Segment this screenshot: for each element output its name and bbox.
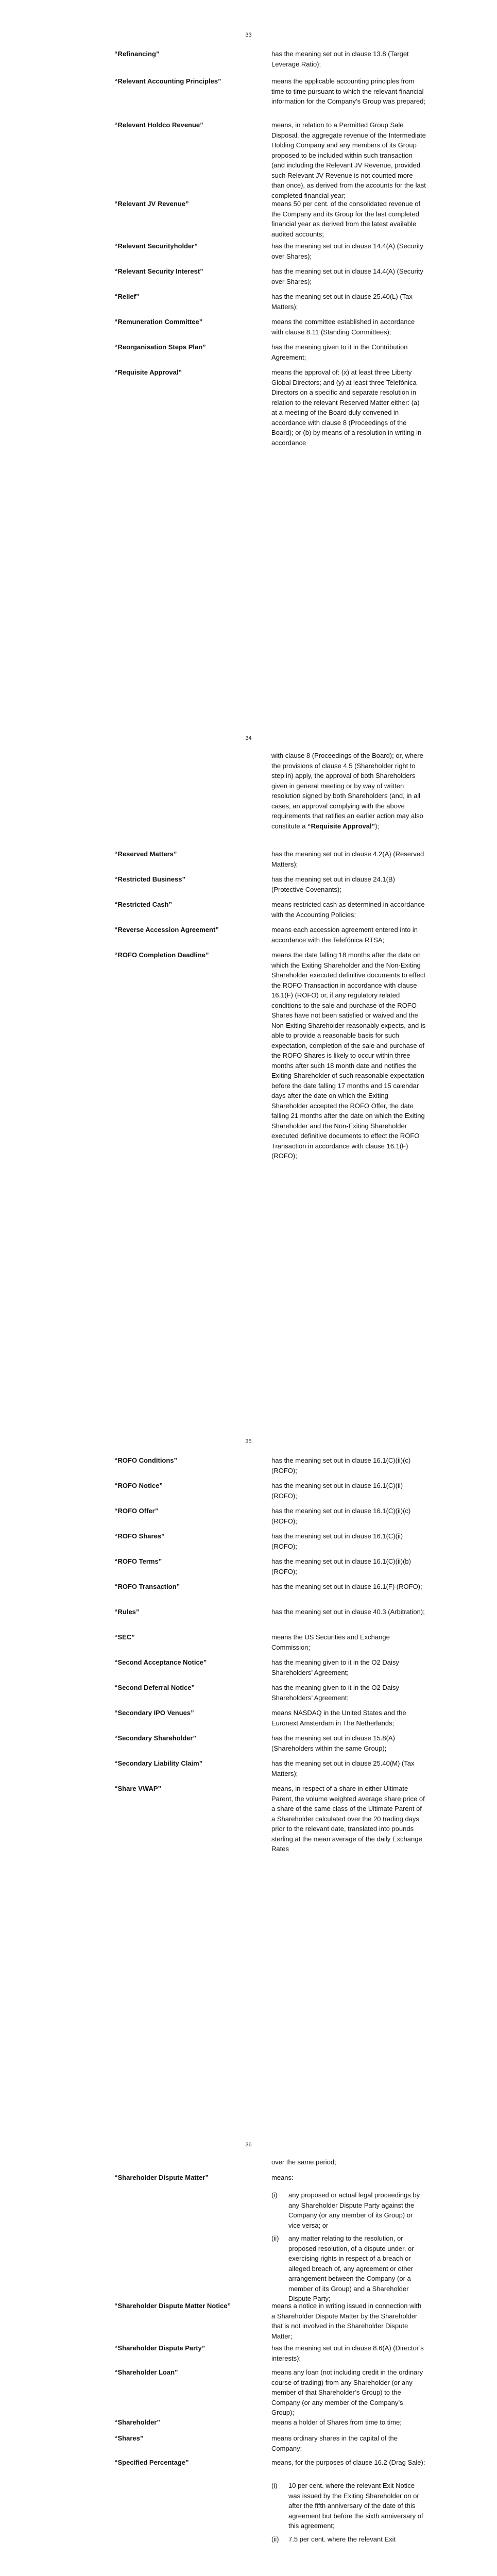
definition-text: means the date falling 18 months after the date on which the Exiting Shareholder and the Non-Exiting Shareholder executed definitive documents to effect the ROFO Transaction in accordance with clause 16.1(F) (ROFO) or, if any regulatory related conditions to the sale and purchase of the ROFO Shares have not been satisfied or waived and the Non-Exiting Shareholder reasonably expects, and is able to provide a reasonable basis for such expectation, completion of the sale and purchase of the ROFO Shares is likely to occur within three months after such 18 month date and notifies the Exiting Shareholder of such reasonable expectation before the date falling 17 months and 15 calendar days after the date on which the Exiting Shareholder accepted the ROFO Offer, the date falling 21 months after the date on which the Exiting Shareholder and the Non-Exiting Shareholder executed definitive documents to effect the ROFO Transaction in accordance with clause 16.1(F) (ROFO); bbox=[271, 951, 426, 1160]
definition-text: has the meaning set out in clause 14.4(A) (Security over Shares); bbox=[271, 267, 423, 285]
definition-text: has the meaning given to it in the O2 Daisy Shareholders’ Agreement; bbox=[271, 1684, 399, 1702]
definition-term: “Remuneration Committee” bbox=[114, 318, 203, 326]
definition-term: “Reverse Accession Agreement” bbox=[114, 926, 219, 934]
definition-term: “ROFO Shares” bbox=[114, 1532, 165, 1540]
definition-term: “Refinancing” bbox=[114, 50, 160, 58]
list-item-text: 7.5 per cent. where the relevant Exit bbox=[288, 2535, 396, 2543]
continuation-text-end: ); bbox=[375, 822, 380, 830]
definition-term: “Share VWAP” bbox=[114, 1785, 162, 1792]
definition-term: “ROFO Terms” bbox=[114, 1557, 162, 1565]
definition-text: has the meaning set out in clause 25.40(M) (Tax Matters); bbox=[271, 1759, 415, 1777]
document-page-33 bbox=[0, 0, 497, 703]
definition-text: has the meaning given to it in the Contribution Agreement; bbox=[271, 343, 408, 361]
definition-text: means, for the purposes of clause 16.2 (Drag Sale): bbox=[271, 2459, 425, 2466]
definition-term: “Relevant Securityholder” bbox=[114, 242, 198, 250]
definition-text: has the meaning set out in clause 25.40(L) (Tax Matters); bbox=[271, 293, 413, 311]
continuation-text bbox=[271, 751, 426, 831]
definition-term: “ROFO Completion Deadline” bbox=[114, 951, 209, 959]
definition-text: has the meaning set out in clause 4.2(A) (Reserved Matters); bbox=[271, 850, 424, 868]
definition-text: means the applicable accounting principles from time to time pursuant to which the relevant financial information for the Company’s Group was prepared; bbox=[271, 77, 425, 105]
definition-text: means ordinary shares in the capital of the Company; bbox=[271, 2434, 398, 2452]
definition-text: means a holder of Shares from time to time; bbox=[271, 2418, 402, 2426]
definition-text: has the meaning set out in clause 13.8 (Target Leverage Ratio); bbox=[271, 50, 409, 68]
definition-text: means NASDAQ in the United States and the Euronext Amsterdam in The Netherlands; bbox=[271, 1709, 406, 1727]
definition-term: “Rules” bbox=[114, 1608, 140, 1616]
definition-text: means a notice in writing issued in connection with a Shareholder Dispute Matter by the Shareholder that is not involved in the Shareholder Dispute Matter; bbox=[271, 2302, 422, 2340]
definition-term: “ROFO Offer” bbox=[114, 1507, 159, 1515]
definition-text: has the meaning set out in clause 14.4(A) (Security over Shares); bbox=[271, 242, 423, 260]
definition-term: “SEC” bbox=[114, 1633, 135, 1641]
definition-text: means any loan (not including credit in the ordinary course of trading) from any Shareholder (or any member of that Shareholder’s Group) to the Company (or any member of the Company’s Group); bbox=[271, 2368, 423, 2416]
page-number: 34 bbox=[245, 735, 252, 741]
definition-term: “Secondary IPO Venues” bbox=[114, 1709, 194, 1717]
list-item-text: 10 per cent. where the relevant Exit Notice was issued by the Exiting Shareholder on or after the fifth anniversary of the date of this agreement but before the sixth anniversary of this agreement; bbox=[288, 2482, 423, 2530]
document-page-36 bbox=[0, 2110, 497, 2576]
definition-text: has the meaning set out in clause 16.1(C)(ii) (ROFO); bbox=[271, 1482, 403, 1500]
list-item-text: any proposed or actual legal proceedings by any Shareholder Dispute Party against the Company (or any member of its Group) or vice versa; or bbox=[288, 2191, 420, 2229]
definition-text: means the US Securities and Exchange Commission; bbox=[271, 1633, 390, 1651]
definition-term: “Second Deferral Notice” bbox=[114, 1684, 195, 1691]
definition-text: means, in respect of a share in either Ultimate Parent, the volume weighted average share price of a share of the same class of the Ultimate Parent of a Shareholder calculated over the 20 trading days prior to the relevant date, translated into pounds sterling at the mean average of the daily Exchange Rates bbox=[271, 1785, 425, 1853]
definition-text: has the meaning set out in clause 16.1(F) (ROFO); bbox=[271, 1583, 422, 1590]
definition-term: “Reorganisation Steps Plan” bbox=[114, 343, 206, 351]
page-number: 36 bbox=[245, 2142, 252, 2148]
definition-term: “Specified Percentage” bbox=[114, 2459, 189, 2466]
definition-term: “Secondary Shareholder” bbox=[114, 1734, 196, 1742]
definition-term: “Reserved Matters” bbox=[114, 850, 177, 858]
definition-text: means: bbox=[271, 2174, 294, 2181]
definition-term: “Restricted Cash” bbox=[114, 901, 172, 908]
document-page-35 bbox=[0, 1406, 497, 2110]
list-item-number: (ii) bbox=[271, 2535, 279, 2543]
list-item-number: (i) bbox=[271, 2191, 278, 2199]
list-item-number: (ii) bbox=[271, 2234, 279, 2242]
definition-term: “ROFO Notice” bbox=[114, 1482, 163, 1489]
definition-term: “ROFO Conditions” bbox=[114, 1456, 178, 1464]
definition-term: “Relevant Accounting Principles” bbox=[114, 77, 221, 85]
definition-text: has the meaning set out in clause 16.1(C)(ii)(b) (ROFO); bbox=[271, 1557, 411, 1575]
page-number: 35 bbox=[245, 1438, 252, 1445]
continuation-bold-term: “Requisite Approval” bbox=[307, 822, 375, 830]
page-number: 33 bbox=[245, 32, 252, 38]
definition-term: “Relief” bbox=[114, 293, 140, 300]
definition-term: “Secondary Liability Claim” bbox=[114, 1759, 203, 1767]
definition-term: “Relevant Security Interest” bbox=[114, 267, 203, 275]
definition-text: has the meaning set out in clause 16.1(C)(ii) (ROFO); bbox=[271, 1532, 403, 1550]
definition-term: “Shareholder Dispute Matter” bbox=[114, 2174, 209, 2181]
definition-text: has the meaning set out in clause 15.8(A) (Shareholders within the same Group); bbox=[271, 1734, 395, 1752]
definition-text: has the meaning set out in clause 16.1(C)(ii)(c) (ROFO); bbox=[271, 1456, 411, 1475]
continuation-text: over the same period; bbox=[271, 2158, 336, 2166]
continuation-text-start: with clause 8 (Proceedings of the Board); or, where the provisions of clause 4.5 (Shareholder right to step in) apply, the approval of both Shareholders given in general meeting or by way of written resolution signed by both Shareholders (and, in all cases, an approval complying with the above requirements that ratifies an earlier action may also constitute a bbox=[271, 752, 423, 830]
definition-term: “Shareholder Loan” bbox=[114, 2368, 178, 2376]
definition-text: means, in relation to a Permitted Group Sale Disposal, the aggregate revenue of the Intermediate Holding Company and any members of its Group proposed to be included within such transaction (and including the Relevant JV Revenue, provided such Relevant JV Revenue is not counted more than once), as derived from the accounts for the last completed financial year; bbox=[271, 121, 426, 199]
definition-term: “Restricted Business” bbox=[114, 875, 185, 883]
list-item-text: any matter relating to the resolution, or proposed resolution, of a dispute under, or exercising rights in respect of a breach or alleged breach of, any agreement or other arrangement between the Company (or a member of its Group) and a Shareholder Dispute Party; bbox=[288, 2234, 414, 2302]
definition-term: “Shareholder” bbox=[114, 2418, 160, 2426]
definition-text: means each accession agreement entered into in accordance with the Telefónica RTSA; bbox=[271, 926, 418, 944]
definition-term: “Shareholder Dispute Party” bbox=[114, 2344, 205, 2352]
definition-term: “Shareholder Dispute Matter Notice” bbox=[114, 2302, 231, 2310]
definition-text: has the meaning set out in clause 24.1(B) (Protective Covenants); bbox=[271, 875, 395, 893]
definition-term: “Shares” bbox=[114, 2434, 144, 2442]
definition-text: has the meaning set out in clause 40.3 (Arbitration); bbox=[271, 1608, 425, 1616]
document-page-34 bbox=[0, 703, 497, 1406]
definition-term: “Requisite Approval” bbox=[114, 368, 182, 376]
definition-term: “Second Acceptance Notice” bbox=[114, 1658, 207, 1666]
definition-text: means the approval of: (x) at least three Liberty Global Directors; and (y) at least three Telefónica Directors on a specific and separate resolution in relation to the relevant Reserved Matter either: (a) at a meeting of the Board duly convened in accordance with clause 8 (Proceedings of the Board); or (b) by means of a resolution in writing in accordance bbox=[271, 368, 422, 447]
list-item-number: (i) bbox=[271, 2482, 278, 2489]
definition-text: means the committee established in accordance with clause 8.11 (Standing Committees); bbox=[271, 318, 415, 336]
definition-text: has the meaning given to it in the O2 Daisy Shareholders’ Agreement; bbox=[271, 1658, 399, 1676]
definition-text: has the meaning set out in clause 16.1(C)(ii)(c) (ROFO); bbox=[271, 1507, 411, 1525]
definition-term: “Relevant JV Revenue” bbox=[114, 200, 189, 208]
definition-term: “Relevant Holdco Revenue” bbox=[114, 121, 203, 129]
definition-text: means restricted cash as determined in accordance with the Accounting Policies; bbox=[271, 901, 425, 919]
definition-text: means 50 per cent. of the consolidated revenue of the Company and its Group for the last completed financial year as derived from the latest available audited accounts; bbox=[271, 200, 421, 238]
definition-term: “ROFO Transaction” bbox=[114, 1583, 180, 1590]
definition-text: has the meaning set out in clause 8.6(A) (Director’s interests); bbox=[271, 2344, 424, 2362]
